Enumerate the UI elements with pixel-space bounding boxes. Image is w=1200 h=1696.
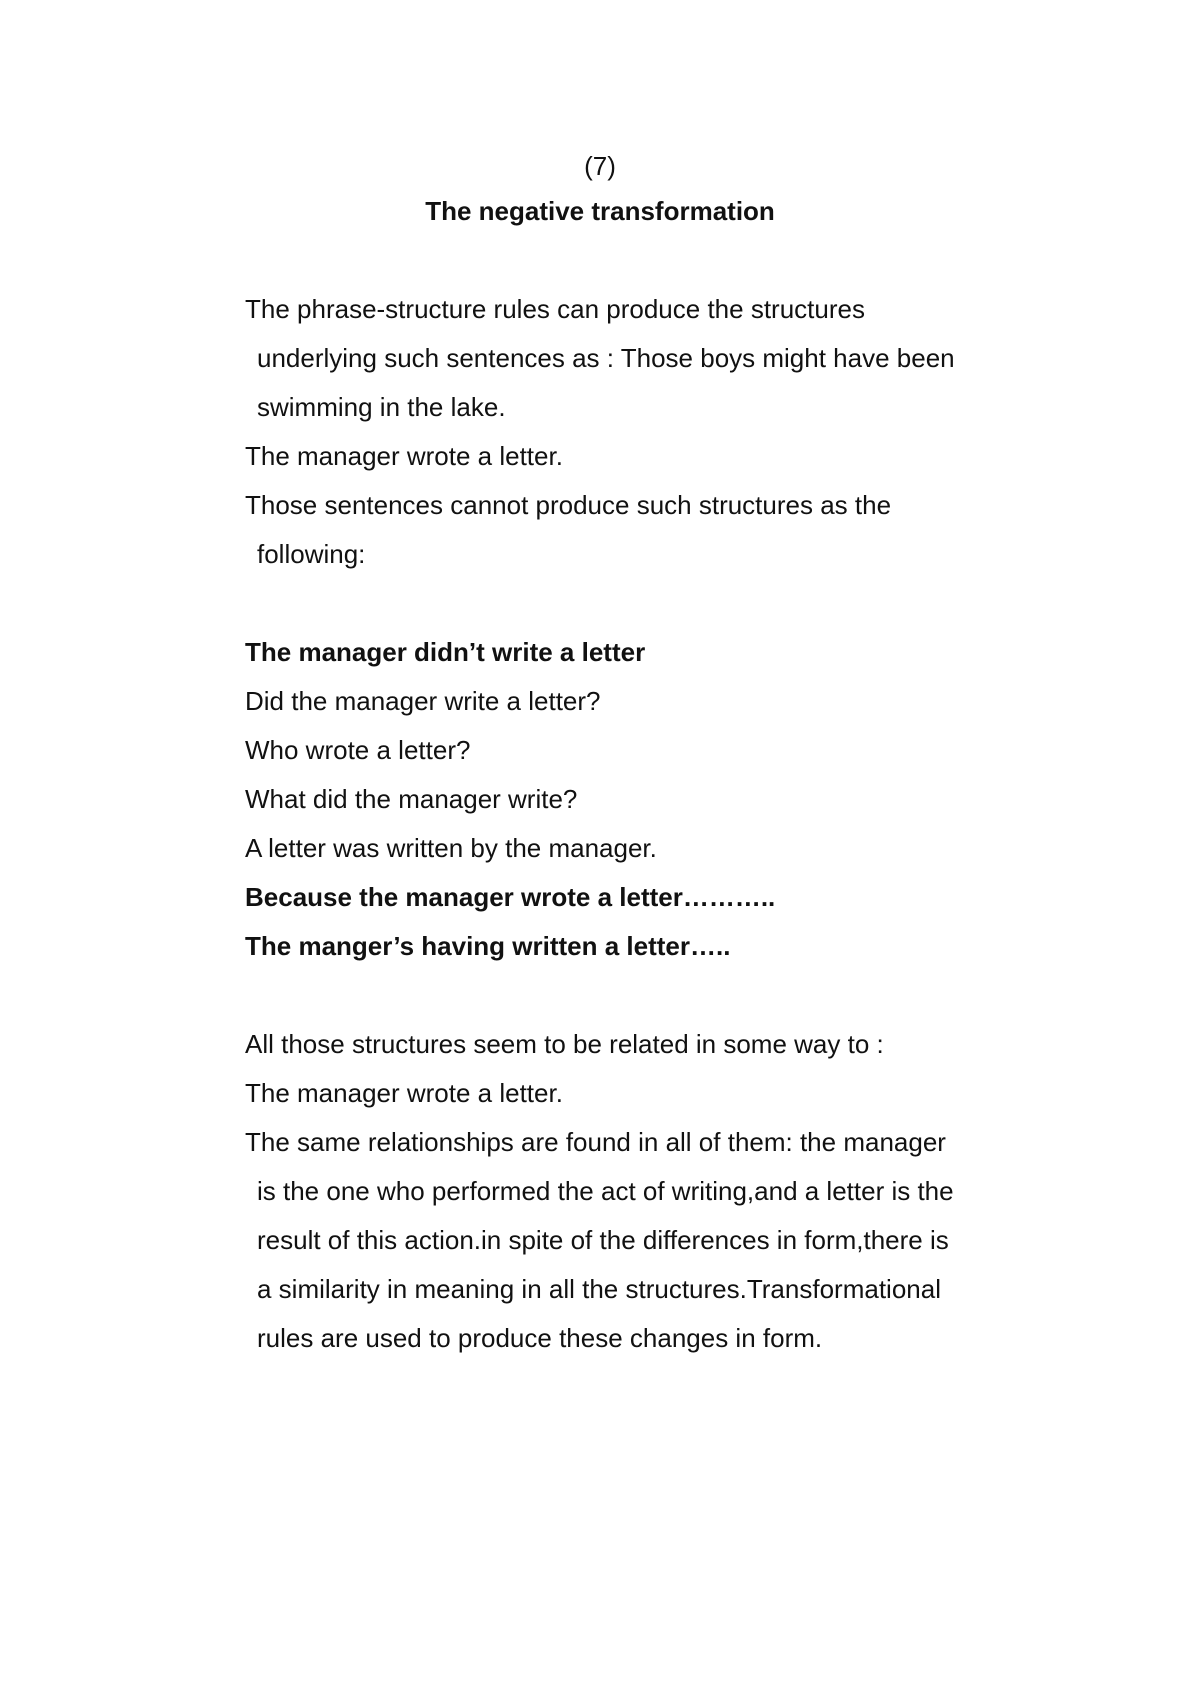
manager-wrote-line: The manager wrote a letter.: [245, 441, 563, 471]
example-what-question: What did the manager write?: [245, 784, 578, 814]
example-negative: The manager didn’t write a letter: [245, 637, 646, 667]
paragraph-4-line-5: rules are used to produce these changes in form.: [257, 1323, 823, 1353]
paragraph-2-line-2: following:: [257, 539, 366, 569]
example-who-question: Who wrote a letter?: [245, 735, 471, 765]
page-number: (7): [584, 151, 616, 181]
paragraph-1-line-2: underlying such sentences as : Those boys might have been: [257, 343, 955, 373]
paragraph-2-line-1: Those sentences cannot produce such structures as the: [245, 490, 892, 520]
example-because-clause: Because the manager wrote a letter………..: [245, 882, 776, 912]
page-title: The negative transformation: [425, 196, 775, 226]
paragraph-4-line-3: result of this action.in spite of the differences in form,there is: [257, 1225, 949, 1255]
example-passive: A letter was written by the manager.: [245, 833, 657, 863]
example-question: Did the manager write a letter?: [245, 686, 601, 716]
paragraph-3-line-1: All those structures seem to be related in some way to :: [245, 1029, 884, 1059]
paragraph-1-line-1: The phrase-structure rules can produce the structures: [245, 294, 865, 324]
paragraph-3-line-2: The manager wrote a letter.: [245, 1078, 563, 1108]
paragraph-4-line-1: The same relationships are found in all of them: the manager: [245, 1127, 946, 1157]
paragraph-4-line-2: is the one who performed the act of writing,and a letter is the: [257, 1176, 954, 1206]
paragraph-1-line-3: swimming in the lake.: [257, 392, 506, 422]
example-gerund: The manger’s having written a letter…..: [245, 931, 731, 961]
paragraph-4-line-4: a similarity in meaning in all the structures.Transformational: [257, 1274, 941, 1304]
